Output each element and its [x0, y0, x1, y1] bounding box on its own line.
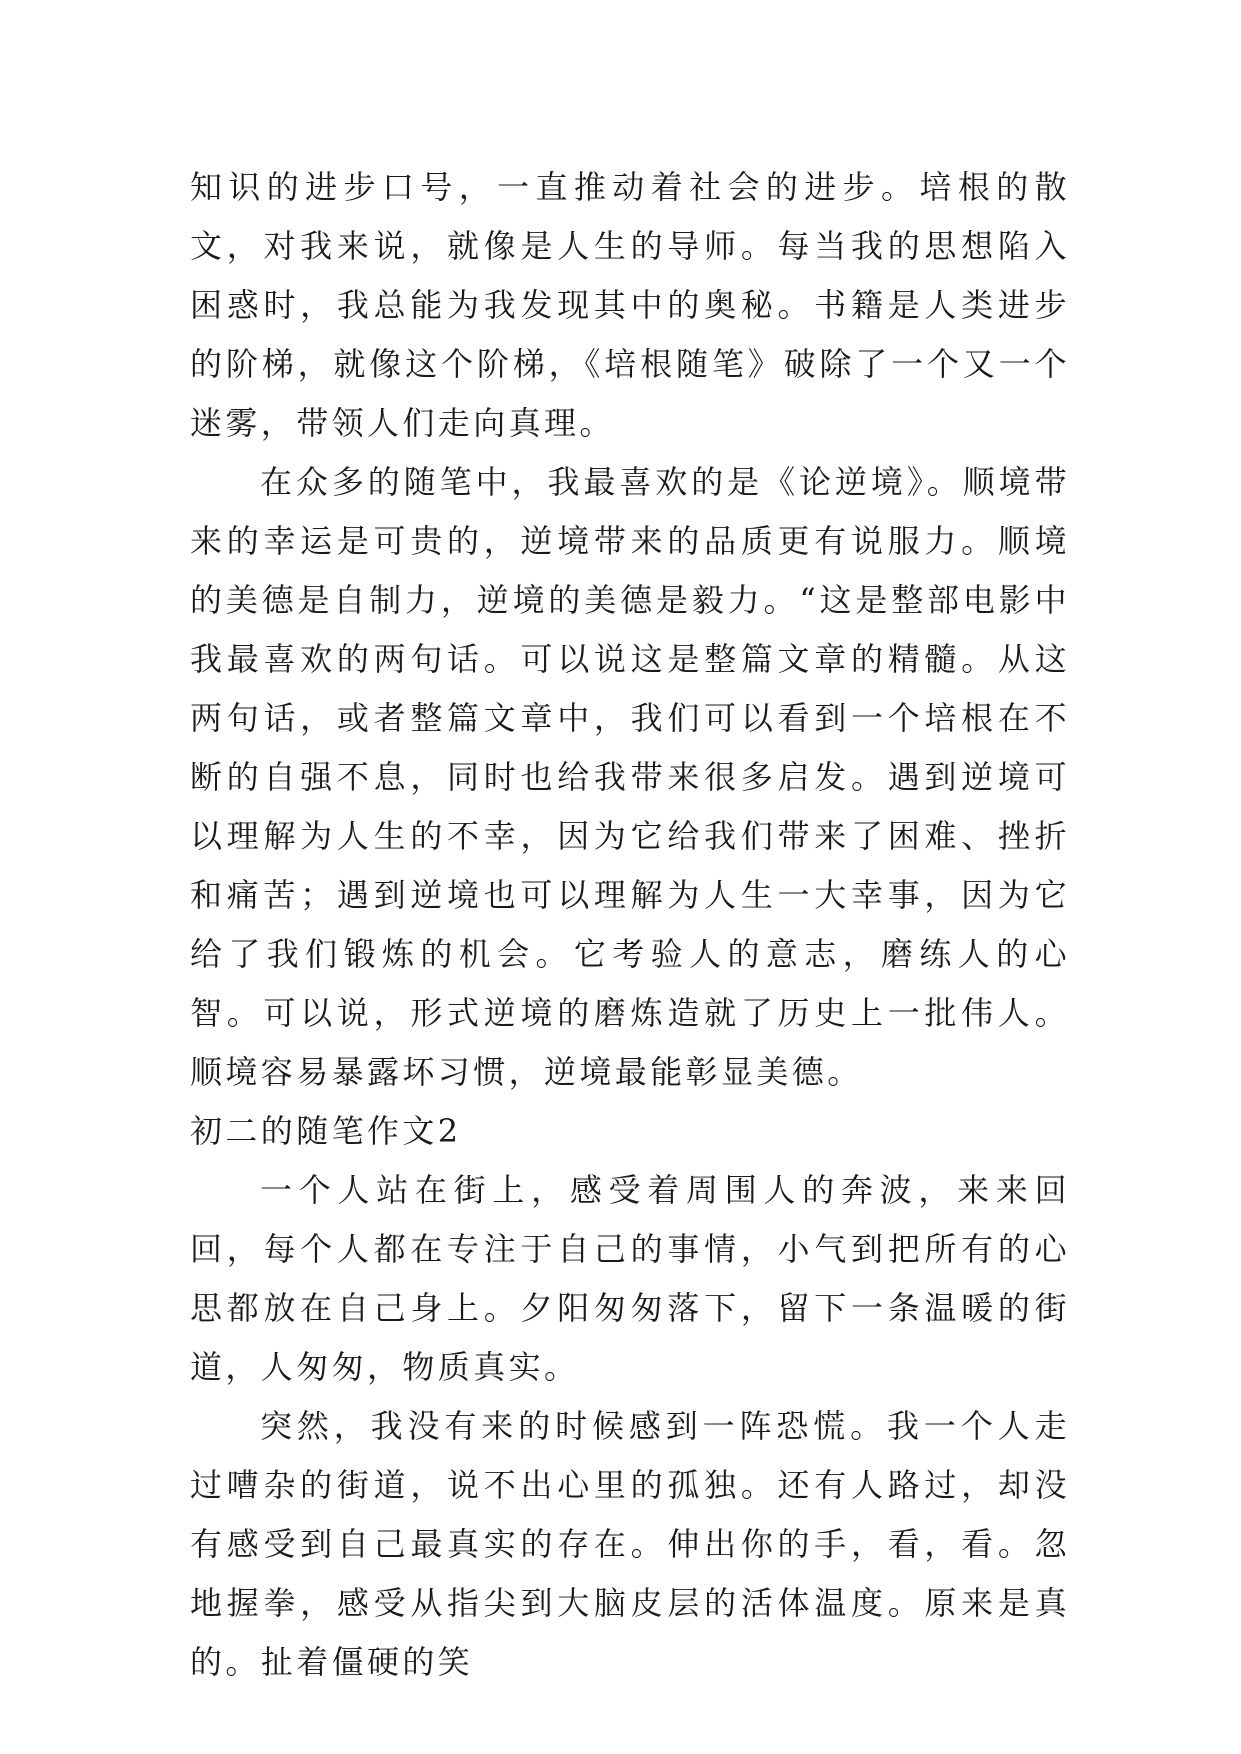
paragraph-1: 知识的进步口号，一直推动着社会的进步。培根的散文，对我来说，就像是人生的导师。每当我的思想陷入困惑时，我总能为我发现其中的奥秘。书籍是人类进步的阶梯，就像这个阶梯，《培根随笔》破除了一个又一个迷雾，带领人们走向真理。	[190, 168, 1070, 442]
section-title: 初二的随笔作文2	[190, 1112, 462, 1150]
paragraph-2: 在众多的随笔中，我最喜欢的是《论逆境》。顺境带来的幸运是可贵的，逆境带来的品质更有说服力。顺境的美德是自制力，逆境的美德是毅力。“这是整部电影中我最喜欢的两句话。可以说这是整篇文章的精髓。从这两句话，或者整篇文章中，我们可以看到一个培根在不断的自强不息，同时也给我带来很多启发。遇到逆境可以理解为人生的不幸，因为它给我们带来了困难、挫折和痛苦；遇到逆境也可以理解为人生一大幸事，因为它给了我们锻炼的机会。它考验人的意志，磨练人的心智。可以说，形式逆境的磨炼造就了历史上一批伟人。顺境容易暴露坏习惯，逆境最能彰显美德。	[190, 463, 1070, 1091]
paragraph-3: 一个人站在街上，感受着周围人的奔波，来来回回，每个人都在专注于自己的事情，小气到把所有的心思都放在自己身上。夕阳匆匆落下，留下一条温暖的街道，人匆匆，物质真实。	[190, 1171, 1070, 1386]
document-body	[190, 158, 1070, 1692]
paragraph-4: 突然，我没有来的时候感到一阵恐慌。我一个人走过嘈杂的街道，说不出心里的孤独。还有人路过，却没有感受到自己最真实的存在。伸出你的手，看，看。忽地握拳，感受从指尖到大脑皮层的活体温度。原来是真的。扯着僵硬的笑	[190, 1407, 1070, 1681]
